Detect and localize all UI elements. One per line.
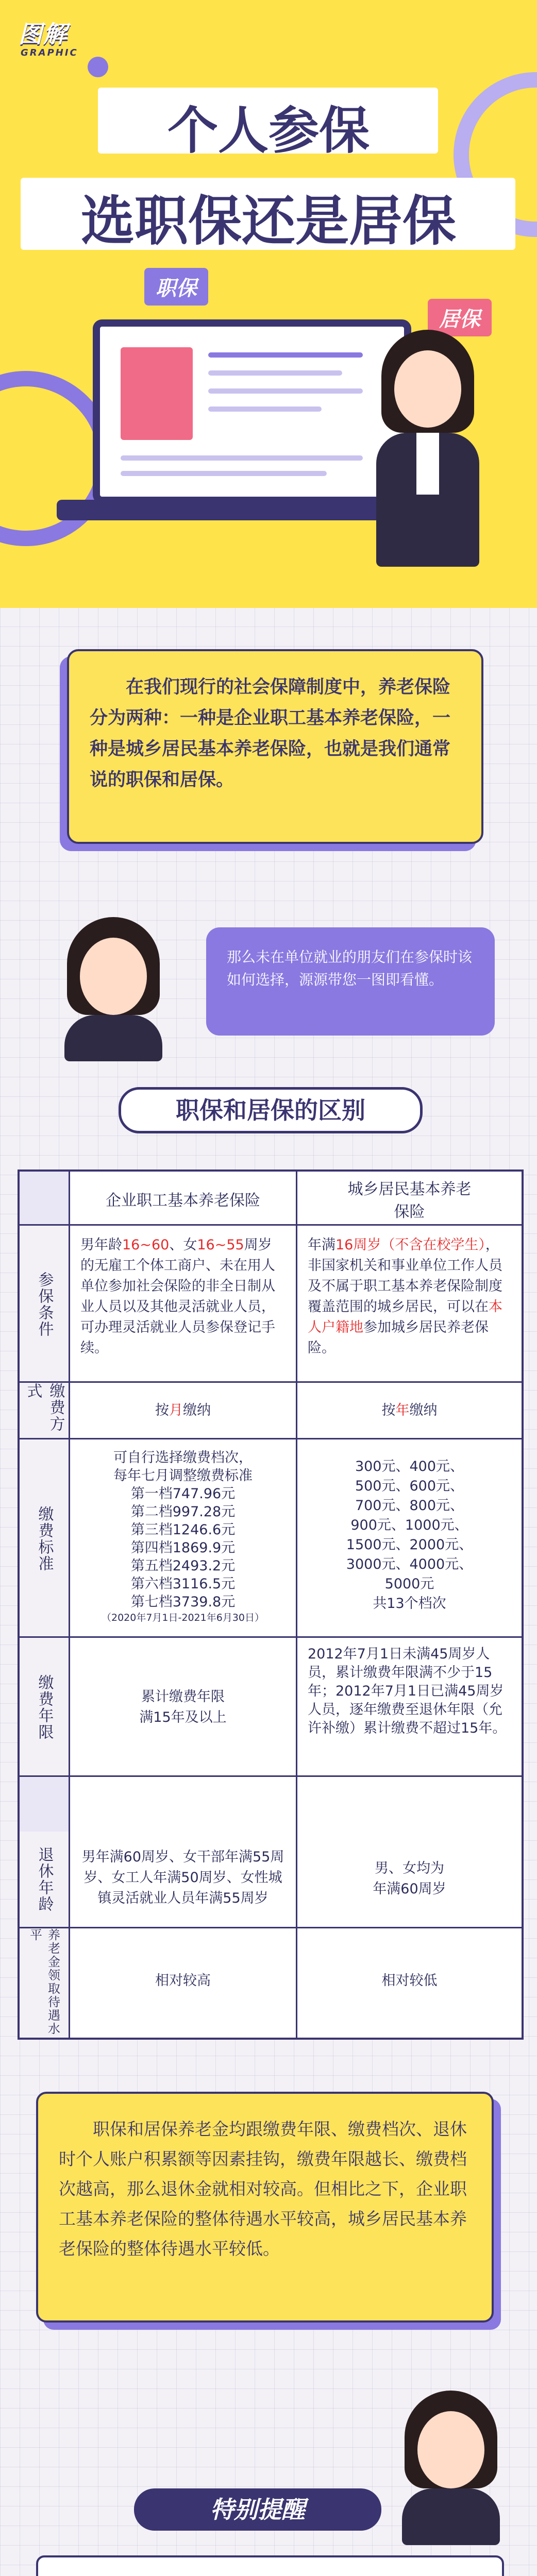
cell-conditions-right: 年满16周岁（不含在校学生），非国家机关和事业单位工作人员及不属于职工基本养老保险制度覆盖范围的城乡居民，可以在本人户籍地参加城乡居民养老保险。 [308,1237,502,1356]
summary-text: 职保和居保养老金均跟缴费年限、缴费档次、退休时个人账户积累额等因素挂钩，缴费年限越长、缴费档次越高，那么退休金就相对较高。但相比之下，企业职工基本养老保险的整体待遇水平较高，城乡居民基本养老保险的整体待遇水平较低。 [59,2119,467,2259]
cell-standard-right: 300元、400元、 500元、600元、 700元、800元、 900元、1000元、 1500元、2000元、 3000元、4000元、 5000元 共13个档次 [346,1459,473,1612]
bubble-text: 那么未在单位就业的朋友们在参保时该如何选择，源源带您一图即看懂。 [227,948,473,988]
logo-sub: GRAPHIC [21,47,78,58]
cell-retire-left: 男年满60周岁、女干部年满55周岁、女工人年满50周岁、女性城镇灵活就业人员年满55周岁 [81,1849,284,1906]
cell-years-left: 累计缴费年限 满15年及以上 [139,1689,227,1725]
hero-banner [0,0,537,608]
col-header-right: 城乡居民基本养老保险 [347,1180,472,1221]
cell-conditions-left: 男年龄16~60、女16~55周岁的无雇工个体工商户、未在用人单位参加社会保险的非全日制从业人员以及其他灵活就业人员，可办理灵活就业人员参保登记手续。 [80,1237,275,1356]
reminder-box [36,2555,504,2576]
character-avatar [57,917,170,1061]
row-label-years: 缴费年限 [20,1638,69,1777]
row-label-retire: 退休年龄 [20,1832,69,1927]
decor-spacer [103,330,165,484]
row-label-benefit: 养老金领取待遇水平 [20,1928,69,2038]
cell-benefit-left: 相对较高 [155,1973,211,1989]
comparison-table [18,1170,524,1836]
row-label-conditions: 参保条件 [20,1226,69,1383]
cell-method-left: 按月缴纳 [155,1402,211,1418]
intro-text: 在我们现行的社会保障制度中，养老保险分为两种：一种是企业职工基本养老保险，一种是城乡居民基本养老保险，也就是我们通常说的职保和居保。 [90,677,451,790]
col-header-left: 企业职工基本养老保险 [106,1191,260,1210]
cell-standard-left: 可自行选择缴费档次， 每年七月调整缴费标准 第一档747.96元 第二档997.28元 第三档1246.6元 第四档1869.9元 第五档2493.2元 第六档3116.5元 第七档3739.8元 （2020年7月1日-2021年6月30日） [101,1450,264,1623]
decor-dot [88,57,108,77]
section-title: 职保和居保的区别 [119,1087,423,1133]
speech-bubble [206,927,495,1036]
cell-method-right: 按年缴纳 [381,1402,438,1418]
row-label-method: 缴费方式 [20,1383,69,1439]
logo: 图解 [19,20,68,48]
summary-box [36,2092,494,2323]
character-illustration [361,330,495,567]
tag-jubao: 居保 [428,299,492,336]
intro-box [67,649,483,844]
tag-zhibao: 职保 [144,268,208,306]
character-reminder [392,2391,510,2545]
comparison-table-lower [18,1832,524,2040]
cell-retire-right: 男、女均为 年满60周岁 [373,1860,446,1897]
cell-benefit-right: 相对较低 [381,1973,438,1989]
page-title-line1: 个人参保 [167,101,370,160]
page-title-line2: 选职保还是居保 [80,190,456,252]
reminder-title: 特别提醒 [134,2488,381,2531]
row-label-standard: 缴费标准 [20,1439,69,1638]
cell-years-right: 2012年7月1日未满45周岁人员，累计缴费年限满不少于15年；2012年7月1日已满45周岁人员，逐年缴费至退休年限（允许补缴）累计缴费不超过15年。 [308,1646,507,1736]
reminder-text [59,2573,486,2576]
